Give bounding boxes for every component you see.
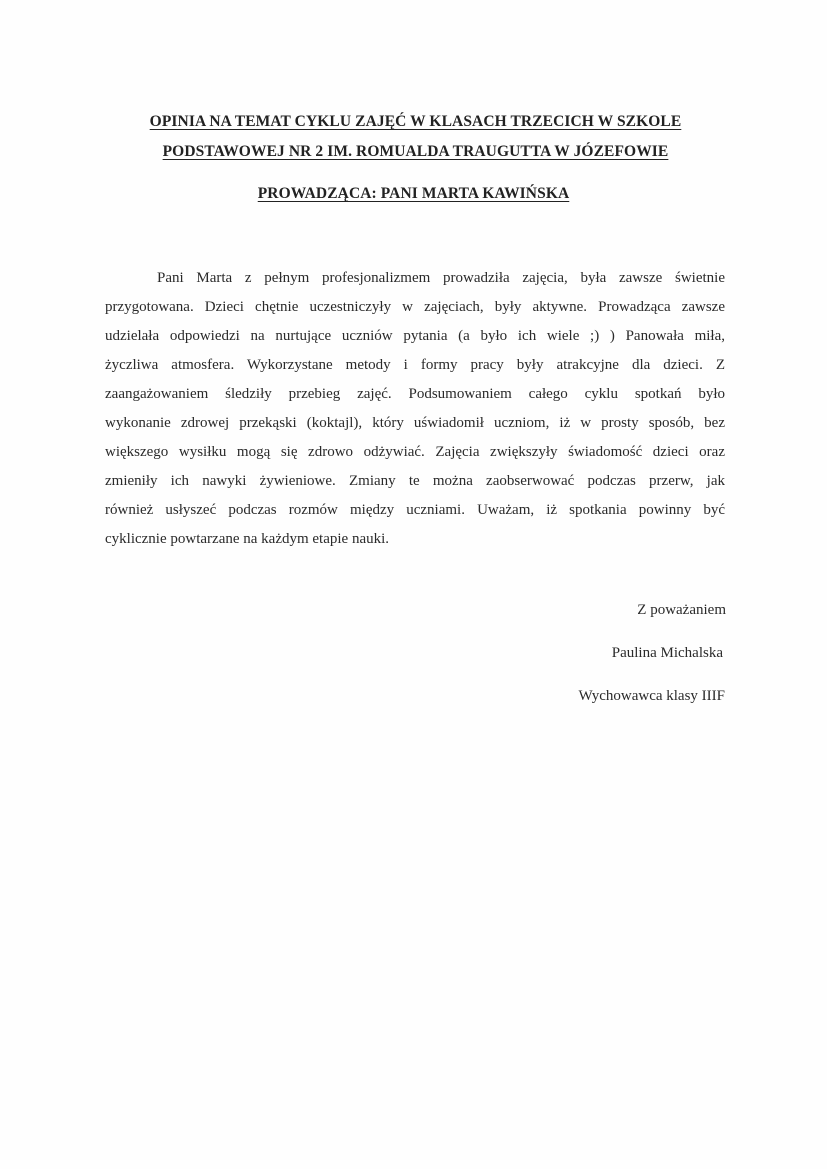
body-line: życzliwa atmosfera. Wykorzystane metody i formy pracy były atrakcyjne dla dzieci. Z (105, 357, 725, 373)
body-line: zmieniły ich nawyki żywieniowe. Zmiany te można zaobserwować podczas przerw, jak (105, 473, 725, 489)
body-line: Pani Marta z pełnym profesjonalizmem prowadziła zajęcia, była zawsze świetnie (157, 270, 725, 286)
body-line: większego wysiłku mogą się zdrowo odżywiać. Zajęcia zwiększyły świadomość dzieci oraz (105, 444, 725, 460)
body-line: cyklicznie powtarzane na każdym etapie nauki. (105, 531, 390, 547)
closing-salutation: Z poważaniem (637, 602, 726, 618)
body-line: również usłyszeć podczas rozmów między uczniami. Uważam, iż spotkania powinny być (105, 502, 725, 518)
signer-role: Wychowawca klasy IIIF (578, 688, 725, 704)
signer-name: Paulina Michalska (611, 645, 723, 661)
document-title-line-1: OPINIA NA TEMAT CYKLU ZAJĘĆ W KLASACH TRZECICH W SZKOLE (149, 113, 682, 130)
document-subtitle: PROWADZĄCA: PANI MARTA KAWIŃSKA (257, 185, 570, 202)
document-title-line-2: PODSTAWOWEJ NR 2 IM. ROMUALDA TRAUGUTTA W JÓZEFOWIE (162, 143, 669, 160)
body-line: przygotowana. Dzieci chętnie uczestniczyły w zajęciach, były aktywne. Prowadząca zawsze (105, 299, 725, 315)
body-paragraph (105, 264, 725, 554)
body-line: zaangażowaniem śledziły przebieg zajęć. Podsumowaniem całego cyklu spotkań było (105, 386, 725, 402)
body-line: udzielała odpowiedzi na nurtujące uczniów pytania (a było ich wiele ;) ) Panowała miła, (105, 328, 725, 344)
body-line: wykonanie zdrowej przekąski (koktajl), który uświadomił uczniom, iż w prosty sposób, bez (105, 415, 725, 431)
